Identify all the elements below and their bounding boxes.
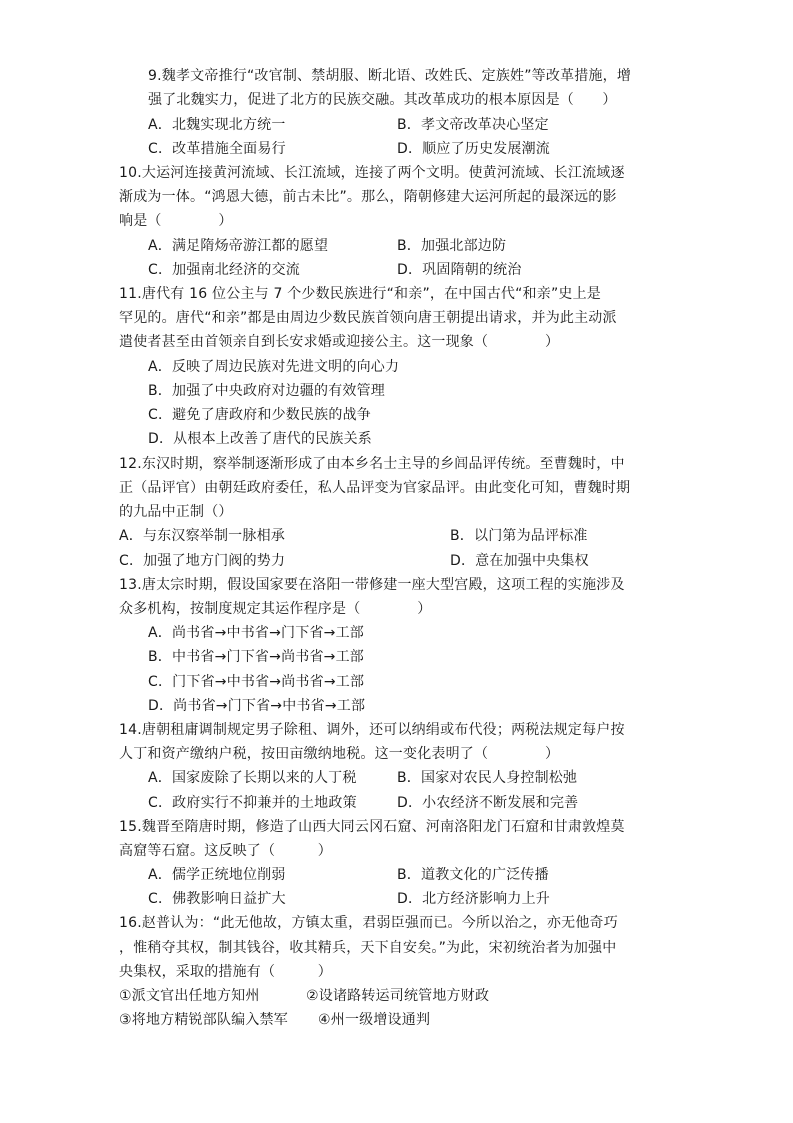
question-13-option-c[interactable]: C．门下省→中书省→尚书省→工部 [148, 674, 365, 690]
question-10-option-c[interactable]: C．加强南北经济的交流 [148, 262, 300, 278]
question-number: 12. [119, 456, 142, 472]
question-11-option-d[interactable]: D．从根本上改善了唐代的民族关系 [148, 431, 372, 447]
question-stem: 大运河连接黄河流域、长江流域，连接了两个文明。使黄河流域、长江流域逐 [141, 165, 625, 181]
question-12-line-2: 正（品评官）由朝廷政府委任，私人品评变为官家品评。由此变化可知，曹魏时期 [119, 480, 631, 496]
question-number: 14. [119, 722, 142, 738]
question-16-line-3: 央集权，采取的措施有（ ） [119, 964, 332, 980]
question-13-option-b[interactable]: B．中书省→门下省→尚书省→工部 [148, 649, 364, 665]
question-10-line-2: 渐成为一体。“鸿恩大德，前古未比”。那么，隋朝修建大运河所起的最深远的影 [119, 189, 617, 205]
question-number: 10. [119, 165, 142, 181]
question-10-line-3: 响是（ ） [119, 213, 233, 229]
question-14-line-1 [119, 721, 625, 739]
question-9-option-c[interactable]: C．改革措施全面易行 [148, 141, 286, 157]
question-number: 15. [119, 819, 142, 835]
question-11-option-b[interactable]: B．加强了中央政府对边疆的有效管理 [148, 383, 386, 399]
question-number: 11. [119, 286, 142, 302]
question-10-option-a[interactable]: A．满足隋炀帝游江都的愿望 [148, 238, 329, 254]
question-9-option-b[interactable]: B．孝文帝改革决心坚定 [397, 117, 549, 133]
question-10-option-d[interactable]: D．巩固隋朝的统治 [397, 262, 522, 278]
question-12-option-b[interactable]: B．以门第为品评标准 [450, 528, 588, 544]
question-11-option-c[interactable]: C．避免了唐政府和少数民族的战争 [148, 407, 371, 423]
question-number: 13. [119, 577, 142, 593]
question-11-line-2: 罕见的。唐代“和亲”都是由周边少数民族首领向唐王朝提出请求，并为此主动派 [119, 310, 617, 326]
question-14-line-2: 人丁和资产缴纳户税，按田亩缴纳地税。这一变化表明了（ ） [119, 746, 560, 762]
question-stem: 赵普认为：“此无他故，方镇太重，君弱臣强而已。今所以治之，亦无他奇巧 [141, 915, 618, 931]
question-10-line-1 [119, 164, 625, 182]
question-12-line-1 [119, 455, 625, 473]
question-11-line-1 [119, 285, 601, 303]
question-15-line-2: 高窟等石窟。这反映了（ ） [119, 843, 332, 859]
question-15-option-c[interactable]: C．佛教影响日益扩大 [148, 891, 286, 907]
question-10-option-b[interactable]: B．加强北部边防 [397, 238, 507, 254]
question-12-line-3: 的九品中正制（） [119, 504, 233, 520]
question-16-statement-2: ②设诸路转运司统管地方财政 [306, 988, 490, 1004]
question-stem: 唐代有 16 位公主与 7 个少数民族进行“和亲”，在中国古代“和亲”史上是 [141, 286, 602, 302]
question-15-line-1 [119, 818, 625, 836]
question-number: 9. [148, 68, 162, 84]
question-stem: 唐太宗时期，假设国家要在洛阳一带修建一座大型宫殿，这项工程的实施涉及 [141, 577, 625, 593]
question-13-line-2: 众多机构，按制度规定其运作程序是（ ） [119, 601, 432, 617]
question-16-statement-3: ③将地方精锐部队编入禁军 [119, 1012, 288, 1028]
question-14-option-a[interactable]: A．国家废除了长期以来的人丁税 [148, 770, 357, 786]
question-14-option-b[interactable]: B．国家对农民人身控制松弛 [397, 770, 578, 786]
question-11-line-3: 遣使者甚至由首领亲自到长安求婚或迎接公主。这一现象（ ） [119, 334, 560, 350]
question-12-option-d[interactable]: D．意在加强中央集权 [450, 553, 589, 569]
question-14-option-d[interactable]: D．小农经济不断发展和完善 [397, 795, 579, 811]
question-9-line-1 [148, 67, 631, 85]
question-13-line-1 [119, 576, 625, 594]
question-16-statement-1: ①派文官出任地方知州 [119, 988, 260, 1004]
question-15-option-a[interactable]: A．儒学正统地位削弱 [148, 867, 286, 883]
question-16-line-1 [119, 914, 618, 932]
question-stem: 魏晋至隋唐时期，修造了山西大同云冈石窟、河南洛阳龙门石窟和甘肃敦煌莫 [141, 819, 625, 835]
question-stem: 东汉时期，察举制逐渐形成了由本乡名士主导的乡闾品评传统。至曹魏时，中 [141, 456, 625, 472]
question-9-option-d[interactable]: D．顺应了历史发展潮流 [397, 141, 550, 157]
question-15-option-b[interactable]: B．道教文化的广泛传播 [397, 867, 549, 883]
question-12-option-c[interactable]: C．加强了地方门阀的势力 [119, 553, 286, 569]
question-stem: 唐朝租庸调制规定男子除租、调外，还可以纳绢或布代役；两税法规定每户按 [141, 722, 625, 738]
question-15-option-d[interactable]: D．北方经济影响力上升 [397, 891, 550, 907]
question-14-option-c[interactable]: C．政府实行不抑兼并的土地政策 [148, 795, 357, 811]
question-12-option-a[interactable]: A．与东汉察举制一脉相承 [119, 528, 285, 544]
question-9-option-a[interactable]: A．北魏实现北方统一 [148, 117, 286, 133]
question-11-option-a[interactable]: A．反映了周边民族对先进文明的向心力 [148, 359, 400, 375]
question-stem: 魏孝文帝推行“改官制、禁胡服、断北语、改姓氏、定族姓”等改革措施，增 [161, 68, 632, 84]
question-16-statement-4: ④州一级增设通判 [318, 1012, 431, 1028]
question-16-line-2: ，惟稍夺其权，制其钱谷，收其精兵，天下自安矣。”为此，宋初统治者为加强中 [119, 940, 617, 956]
question-number: 16. [119, 915, 142, 931]
question-9-line-2: 强了北魏实力，促进了北方的民族交融。其改革成功的根本原因是（ ） [148, 92, 617, 108]
question-13-option-d[interactable]: D．尚书省→门下省→中书省→工部 [148, 698, 366, 714]
question-13-option-a[interactable]: A．尚书省→中书省→门下省→工部 [148, 625, 364, 641]
